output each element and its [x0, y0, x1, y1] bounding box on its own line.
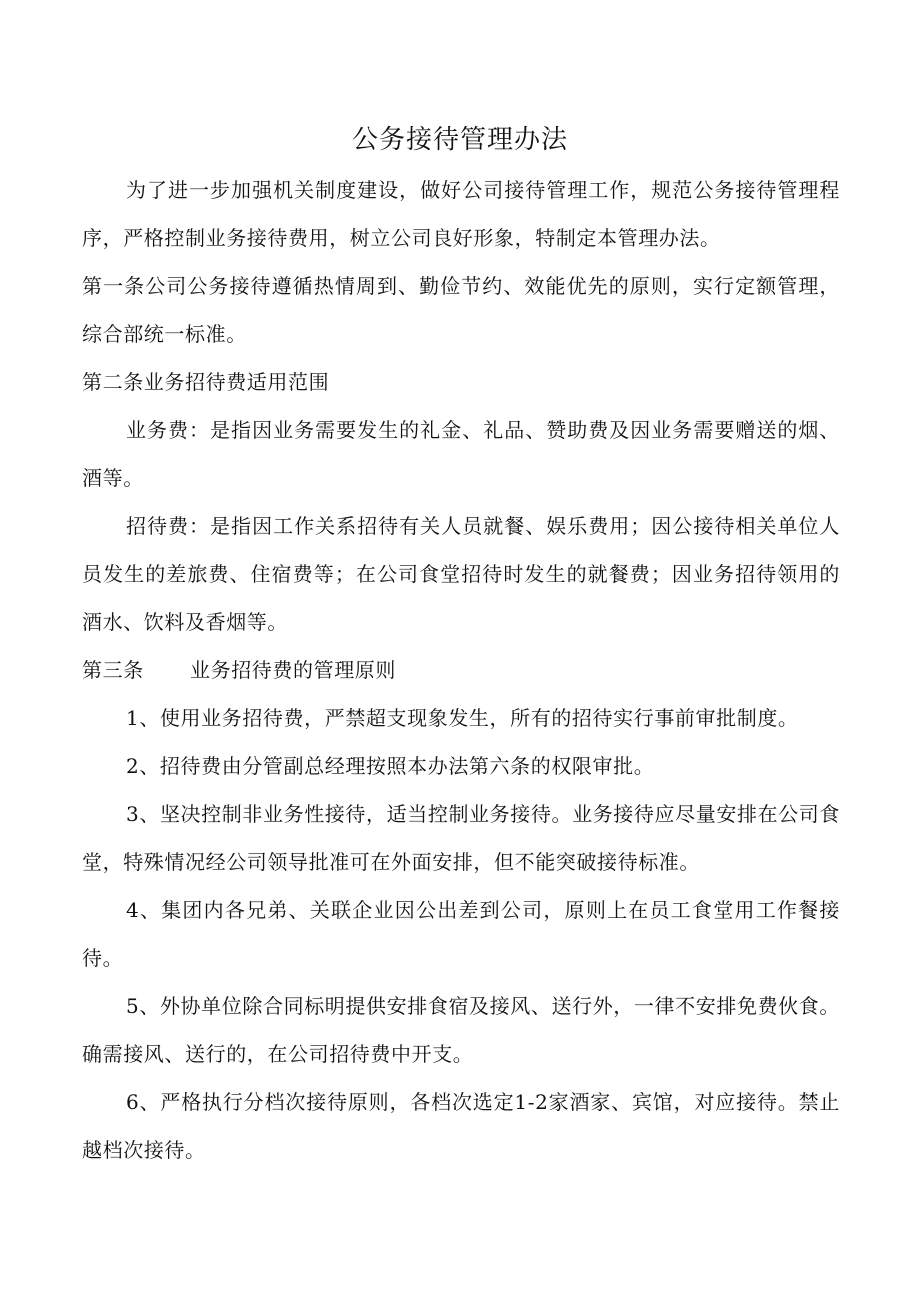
article-3-heading: [82, 646, 840, 694]
article-1-paragraph: 第一条公司公务接待遵循热情周到、勤俭节约、效能优先的原则，实行定额管理，综合部统一标准。: [82, 274, 840, 346]
business-fee-paragraph: 业务费：是指因业务需要发生的礼金、礼品、赞助费及因业务需要赠送的烟、酒等。: [82, 418, 840, 490]
document-body: [82, 166, 840, 1174]
rule-4-paragraph: 4、集团内各兄弟、关联企业因公出差到公司，原则上在员工食堂用工作餐接待。: [82, 898, 840, 970]
article-3-title: 业务招待费的管理原则: [190, 658, 396, 682]
rule-3-paragraph: 3、坚决控制非业务性接待，适当控制业务接待。业务接待应尽量安排在公司食堂，特殊情况经公司领导批准可在外面安排，但不能突破接待标准。: [82, 802, 840, 874]
rule-6-paragraph: 6、严格执行分档次接待原则，各档次选定1-2家酒家、宾馆，对应接待。禁止越档次接待。: [82, 1090, 840, 1162]
article-3-number: 第三条: [82, 658, 144, 682]
rule-1-paragraph: 1、使用业务招待费，严禁超支现象发生，所有的招待实行事前审批制度。: [126, 706, 799, 730]
rule-2-paragraph: 2、招待费由分管副总经理按照本办法第六条的权限审批。: [126, 754, 655, 778]
preamble-paragraph: 为了进一步加强机关制度建设，做好公司接待管理工作，规范公务接待管理程序，严格控制业务接待费用，树立公司良好形象，特制定本管理办法。: [82, 178, 840, 250]
article-2-heading: 第二条业务招待费适用范围: [82, 370, 330, 394]
hospitality-fee-paragraph: 招待费：是指因工作关系招待有关人员就餐、娱乐费用；因公接待相关单位人员发生的差旅费、住宿费等；在公司食堂招待时发生的就餐费；因业务招待领用的酒水、饮料及香烟等。: [82, 514, 840, 634]
document-title: 公务接待管理办法: [351, 125, 568, 155]
rule-5-paragraph: 5、外协单位除合同标明提供安排食宿及接风、送行外，一律不安排免费伙食。确需接风、送行的，在公司招待费中开支。: [82, 994, 840, 1066]
